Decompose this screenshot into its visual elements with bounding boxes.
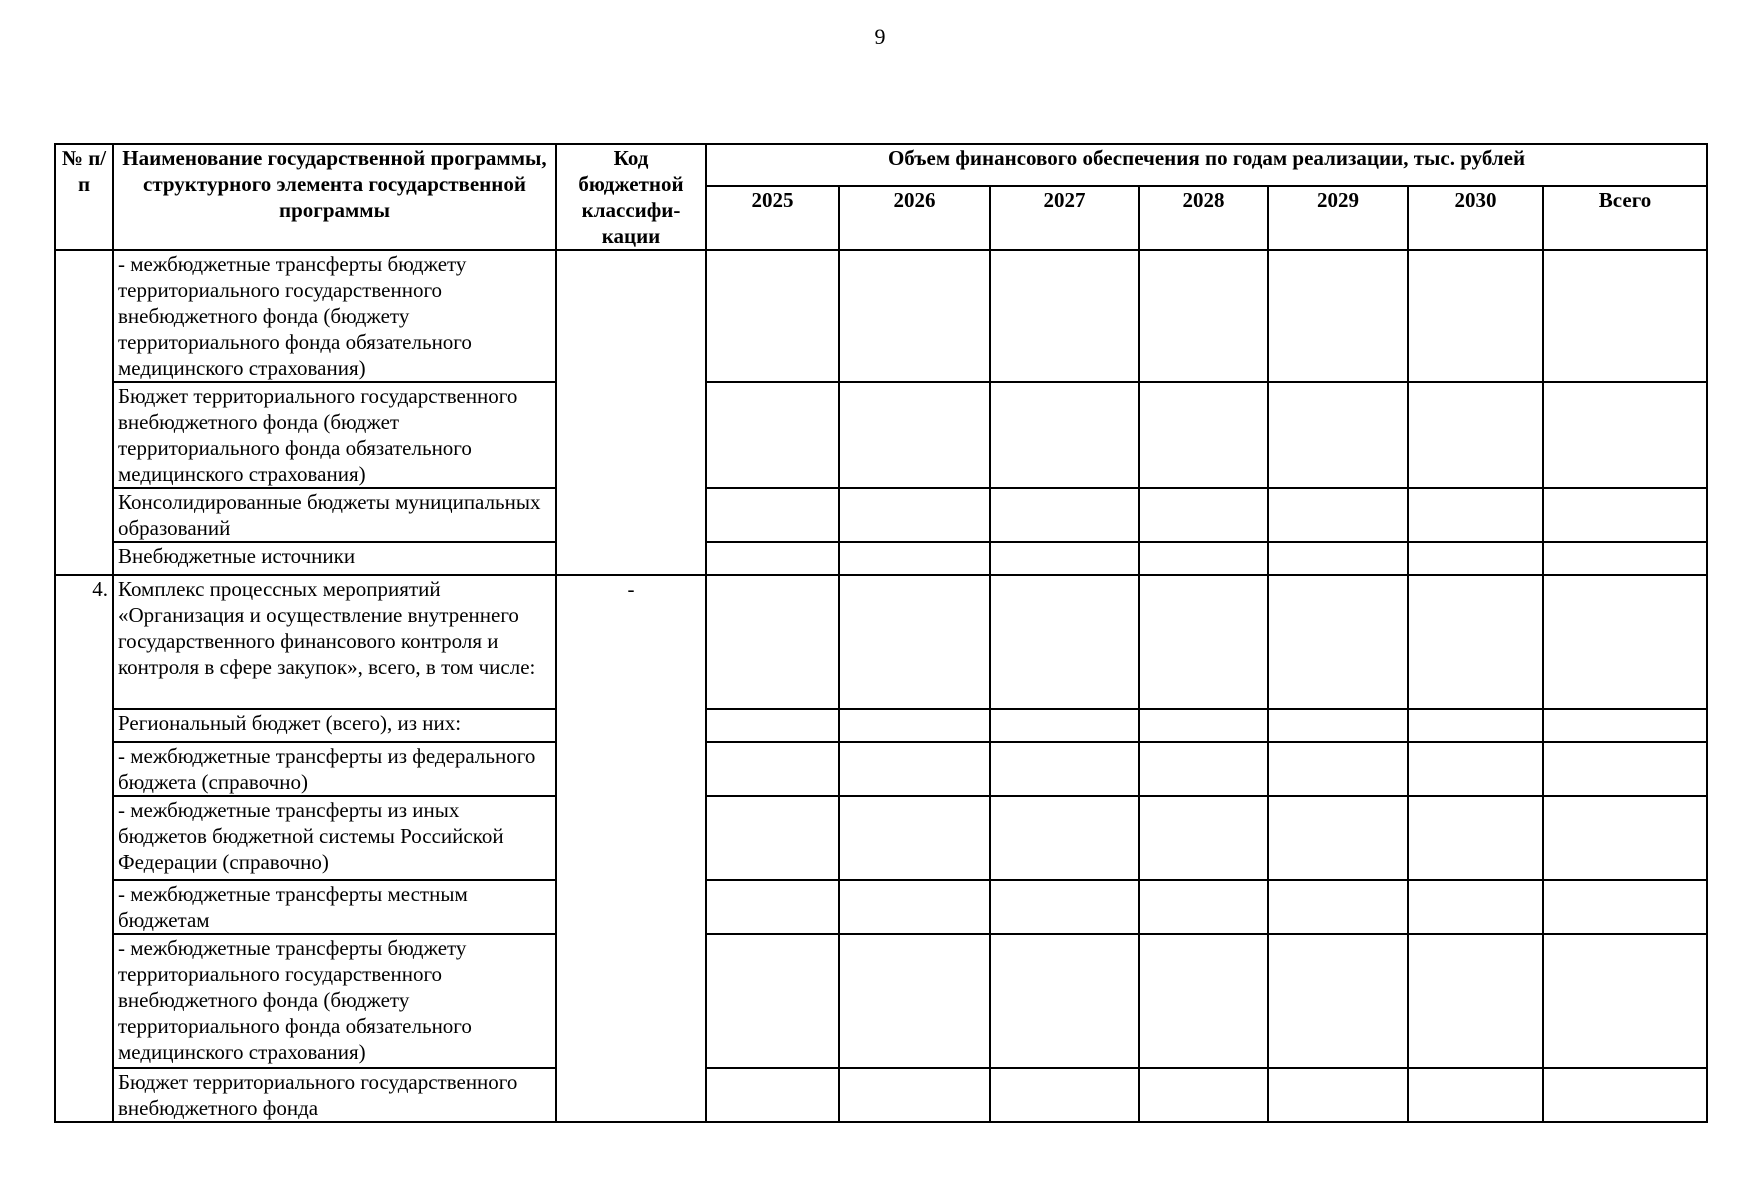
value-cell xyxy=(1139,575,1268,709)
row-name: - межбюджетные трансферты из федерального бюджета (справочно) xyxy=(113,742,556,796)
value-cell xyxy=(706,1068,839,1122)
table-row xyxy=(55,934,1707,1068)
value-cell xyxy=(990,709,1139,742)
value-cell xyxy=(1139,542,1268,575)
value-cell xyxy=(706,709,839,742)
value-cell xyxy=(990,796,1139,880)
value-cell xyxy=(990,934,1139,1068)
value-cell xyxy=(1543,880,1707,934)
value-cell xyxy=(1408,742,1543,796)
value-cell xyxy=(1268,250,1408,382)
row-name: Внебюджетные источники xyxy=(113,542,556,575)
row-number xyxy=(55,250,113,575)
value-cell xyxy=(1408,934,1543,1068)
value-cell xyxy=(1268,575,1408,709)
value-cell xyxy=(1139,880,1268,934)
value-cell xyxy=(1139,488,1268,542)
header-year-2028: 2028 xyxy=(1139,186,1268,250)
value-cell xyxy=(990,742,1139,796)
value-cell xyxy=(1408,709,1543,742)
header-total: Всего xyxy=(1543,186,1707,250)
value-cell xyxy=(1543,250,1707,382)
value-cell xyxy=(1543,1068,1707,1122)
value-cell xyxy=(1268,542,1408,575)
table-row xyxy=(55,250,1707,382)
value-cell xyxy=(1268,709,1408,742)
value-cell xyxy=(839,488,990,542)
header-name: Наименование государственной программы, структурного элемента государственной программы xyxy=(113,144,556,250)
value-cell xyxy=(1268,880,1408,934)
value-cell xyxy=(839,880,990,934)
value-cell xyxy=(1139,742,1268,796)
value-cell xyxy=(1139,1068,1268,1122)
row-name: Региональный бюджет (всего), из них: xyxy=(113,709,556,742)
budget-code xyxy=(556,250,706,575)
value-cell xyxy=(839,1068,990,1122)
table-body xyxy=(55,250,1707,1122)
header-funding: Объем финансового обеспечения по годам реализации, тыс. рублей xyxy=(706,144,1707,186)
value-cell xyxy=(706,934,839,1068)
value-cell xyxy=(1543,542,1707,575)
value-cell xyxy=(1139,709,1268,742)
value-cell xyxy=(1543,742,1707,796)
value-cell xyxy=(839,796,990,880)
value-cell xyxy=(1139,934,1268,1068)
value-cell xyxy=(1408,796,1543,880)
row-name: Консолидированные бюджеты муниципальных образований xyxy=(113,488,556,542)
value-cell xyxy=(706,250,839,382)
row-name: Бюджет территориального государственного внебюджетного фонда (бюджет территориального фонда обязательного медицинского страхования) xyxy=(113,382,556,488)
value-cell xyxy=(1139,250,1268,382)
budget-code: - xyxy=(556,575,706,1122)
value-cell xyxy=(1139,382,1268,488)
page-number: 9 xyxy=(874,24,886,49)
value-cell xyxy=(1543,575,1707,709)
row-name: Комплекс процессных мероприятий «Организация и осуществление внутреннего государственного финансового контроля и контроля в сфере закупок», всего, в том числе: xyxy=(113,575,556,709)
value-cell xyxy=(706,382,839,488)
value-cell xyxy=(1408,250,1543,382)
table-row xyxy=(55,880,1707,934)
value-cell xyxy=(839,250,990,382)
row-name: - межбюджетные трансферты местным бюджетам xyxy=(113,880,556,934)
header-num: № п/п xyxy=(55,144,113,250)
value-cell xyxy=(839,575,990,709)
value-cell xyxy=(1543,382,1707,488)
value-cell xyxy=(706,796,839,880)
row-name: - межбюджетные трансферты бюджету территориального государственного внебюджетного фонда (бюджету территориального фонда обязательного медицинского страхования) xyxy=(113,250,556,382)
value-cell xyxy=(1543,796,1707,880)
value-cell xyxy=(1408,880,1543,934)
value-cell xyxy=(706,742,839,796)
row-number: 4. xyxy=(55,575,113,1122)
header-code: Код бюджетной классифи-кации xyxy=(556,144,706,250)
table-row xyxy=(55,796,1707,880)
value-cell xyxy=(1139,796,1268,880)
value-cell xyxy=(839,382,990,488)
value-cell xyxy=(706,542,839,575)
table-row xyxy=(55,542,1707,575)
value-cell xyxy=(1268,796,1408,880)
table-row xyxy=(55,742,1707,796)
value-cell xyxy=(1408,1068,1543,1122)
row-name: Бюджет территориального государственного внебюджетного фонда xyxy=(113,1068,556,1122)
value-cell xyxy=(706,880,839,934)
header-row-top xyxy=(55,144,1707,186)
value-cell xyxy=(990,1068,1139,1122)
value-cell xyxy=(839,934,990,1068)
value-cell xyxy=(990,880,1139,934)
row-name: - межбюджетные трансферты бюджету территориального государственного внебюджетного фонда (бюджету территориального фонда обязательного медицинского страхования) xyxy=(113,934,556,1068)
table-row xyxy=(55,382,1707,488)
value-cell xyxy=(1268,742,1408,796)
table-row xyxy=(55,575,1707,709)
value-cell xyxy=(1408,488,1543,542)
value-cell xyxy=(990,250,1139,382)
header-year-2029: 2029 xyxy=(1268,186,1408,250)
header-year-2026: 2026 xyxy=(839,186,990,250)
value-cell xyxy=(1408,575,1543,709)
value-cell xyxy=(1543,934,1707,1068)
value-cell xyxy=(1268,382,1408,488)
value-cell xyxy=(1268,1068,1408,1122)
table-header xyxy=(55,144,1707,250)
value-cell xyxy=(1408,382,1543,488)
value-cell xyxy=(706,575,839,709)
value-cell xyxy=(839,709,990,742)
value-cell xyxy=(1543,488,1707,542)
value-cell xyxy=(1268,934,1408,1068)
header-year-2030: 2030 xyxy=(1408,186,1543,250)
table-row xyxy=(55,709,1707,742)
row-name: - межбюджетные трансферты из иных бюджетов бюджетной системы Российской Федерации (справочно) xyxy=(113,796,556,880)
value-cell xyxy=(839,742,990,796)
value-cell xyxy=(990,382,1139,488)
header-year-2027: 2027 xyxy=(990,186,1139,250)
table-row xyxy=(55,488,1707,542)
value-cell xyxy=(706,488,839,542)
value-cell xyxy=(1408,542,1543,575)
value-cell xyxy=(839,542,990,575)
value-cell xyxy=(990,488,1139,542)
value-cell xyxy=(1268,488,1408,542)
value-cell xyxy=(1543,709,1707,742)
value-cell xyxy=(990,575,1139,709)
value-cell xyxy=(990,542,1139,575)
budget-table xyxy=(54,143,1708,1123)
header-year-2025: 2025 xyxy=(706,186,839,250)
table-row xyxy=(55,1068,1707,1122)
